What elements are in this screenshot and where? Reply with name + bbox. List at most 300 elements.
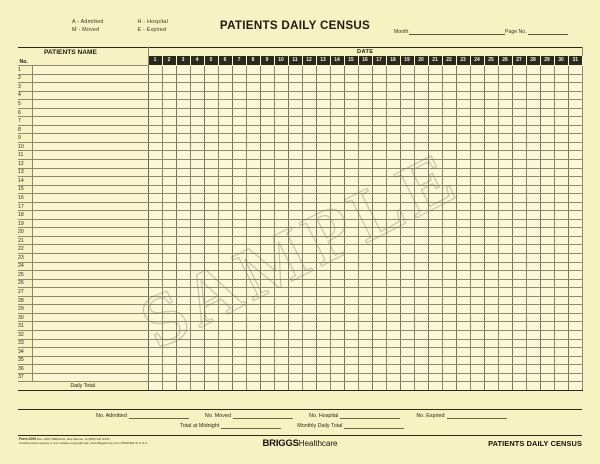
census-cell[interactable] [232, 185, 246, 194]
census-cell[interactable] [540, 296, 554, 305]
census-cell[interactable] [372, 83, 386, 92]
census-cell[interactable] [512, 177, 526, 186]
census-cell[interactable] [372, 313, 386, 322]
census-cell[interactable] [484, 296, 498, 305]
census-cell[interactable] [288, 271, 302, 280]
census-cell[interactable] [316, 66, 330, 75]
census-cell[interactable] [414, 262, 428, 271]
census-cell[interactable] [162, 262, 176, 271]
census-cell[interactable] [526, 74, 540, 83]
census-cell[interactable] [456, 365, 470, 374]
census-cell[interactable] [428, 202, 442, 211]
census-cell[interactable] [568, 322, 582, 331]
census-cell[interactable] [554, 66, 568, 75]
census-cell[interactable] [274, 245, 288, 254]
census-cell[interactable] [372, 117, 386, 126]
census-cell[interactable] [302, 313, 316, 322]
census-cell[interactable] [428, 91, 442, 100]
census-cell[interactable] [358, 219, 372, 228]
census-cell[interactable] [442, 211, 456, 220]
census-cell[interactable] [414, 177, 428, 186]
census-cell[interactable] [190, 236, 204, 245]
census-cell[interactable] [246, 168, 260, 177]
census-cell[interactable] [512, 262, 526, 271]
census-cell[interactable] [540, 160, 554, 169]
census-cell[interactable] [218, 330, 232, 339]
census-cell[interactable] [568, 91, 582, 100]
census-cell[interactable] [246, 356, 260, 365]
census-cell[interactable] [162, 245, 176, 254]
census-cell[interactable] [190, 66, 204, 75]
census-cell[interactable] [386, 228, 400, 237]
census-cell[interactable] [260, 211, 274, 220]
census-cell[interactable] [344, 185, 358, 194]
census-cell[interactable] [358, 202, 372, 211]
census-cell[interactable] [260, 219, 274, 228]
census-cell[interactable] [386, 271, 400, 280]
census-cell[interactable] [176, 245, 190, 254]
census-cell[interactable] [344, 134, 358, 143]
census-cell[interactable] [484, 236, 498, 245]
census-cell[interactable] [470, 211, 484, 220]
census-cell[interactable] [470, 100, 484, 109]
patient-name-input[interactable] [32, 134, 148, 143]
census-cell[interactable] [484, 211, 498, 220]
census-cell[interactable] [232, 160, 246, 169]
daily-total-cell[interactable] [246, 382, 260, 391]
census-cell[interactable] [330, 91, 344, 100]
census-cell[interactable] [176, 134, 190, 143]
census-cell[interactable] [554, 74, 568, 83]
census-cell[interactable] [190, 134, 204, 143]
census-cell[interactable] [302, 330, 316, 339]
census-cell[interactable] [554, 194, 568, 203]
patient-name-input[interactable] [32, 66, 148, 75]
census-cell[interactable] [232, 236, 246, 245]
patient-name-input[interactable] [32, 194, 148, 203]
census-cell[interactable] [470, 228, 484, 237]
census-cell[interactable] [484, 373, 498, 382]
census-cell[interactable] [344, 356, 358, 365]
census-cell[interactable] [498, 348, 512, 357]
census-cell[interactable] [218, 108, 232, 117]
census-cell[interactable] [190, 108, 204, 117]
census-cell[interactable] [162, 348, 176, 357]
census-cell[interactable] [498, 177, 512, 186]
census-cell[interactable] [456, 296, 470, 305]
census-cell[interactable] [498, 151, 512, 160]
census-cell[interactable] [498, 296, 512, 305]
census-cell[interactable] [232, 91, 246, 100]
census-cell[interactable] [568, 356, 582, 365]
census-cell[interactable] [316, 365, 330, 374]
census-cell[interactable] [176, 83, 190, 92]
census-cell[interactable] [540, 373, 554, 382]
census-cell[interactable] [330, 339, 344, 348]
patient-name-input[interactable] [32, 151, 148, 160]
census-cell[interactable] [344, 373, 358, 382]
census-cell[interactable] [316, 83, 330, 92]
census-cell[interactable] [554, 296, 568, 305]
census-cell[interactable] [274, 288, 288, 297]
census-cell[interactable] [162, 134, 176, 143]
census-cell[interactable] [512, 254, 526, 263]
census-cell[interactable] [204, 134, 218, 143]
census-cell[interactable] [176, 211, 190, 220]
census-cell[interactable] [358, 288, 372, 297]
census-cell[interactable] [526, 66, 540, 75]
patient-name-input[interactable] [32, 177, 148, 186]
census-cell[interactable] [554, 262, 568, 271]
census-cell[interactable] [302, 100, 316, 109]
summary-input[interactable] [340, 412, 400, 419]
census-cell[interactable] [316, 185, 330, 194]
census-cell[interactable] [456, 108, 470, 117]
census-cell[interactable] [414, 100, 428, 109]
census-cell[interactable] [526, 185, 540, 194]
census-cell[interactable] [554, 279, 568, 288]
patient-name-input[interactable] [32, 271, 148, 280]
summary-input[interactable] [221, 422, 281, 429]
census-cell[interactable] [372, 236, 386, 245]
census-cell[interactable] [400, 288, 414, 297]
census-cell[interactable] [526, 288, 540, 297]
census-cell[interactable] [484, 348, 498, 357]
census-cell[interactable] [316, 271, 330, 280]
census-cell[interactable] [428, 228, 442, 237]
census-cell[interactable] [414, 339, 428, 348]
census-cell[interactable] [428, 305, 442, 314]
census-cell[interactable] [176, 74, 190, 83]
census-cell[interactable] [260, 322, 274, 331]
census-cell[interactable] [414, 219, 428, 228]
census-cell[interactable] [414, 185, 428, 194]
daily-total-cell[interactable] [386, 382, 400, 391]
census-cell[interactable] [302, 202, 316, 211]
census-cell[interactable] [232, 254, 246, 263]
census-cell[interactable] [498, 373, 512, 382]
census-cell[interactable] [176, 91, 190, 100]
patient-name-input[interactable] [32, 305, 148, 314]
census-cell[interactable] [148, 305, 162, 314]
census-cell[interactable] [148, 245, 162, 254]
census-cell[interactable] [386, 305, 400, 314]
census-cell[interactable] [540, 125, 554, 134]
census-cell[interactable] [442, 134, 456, 143]
census-cell[interactable] [176, 142, 190, 151]
census-cell[interactable] [344, 202, 358, 211]
census-cell[interactable] [442, 160, 456, 169]
census-cell[interactable] [554, 373, 568, 382]
census-cell[interactable] [246, 271, 260, 280]
census-cell[interactable] [470, 254, 484, 263]
census-cell[interactable] [554, 177, 568, 186]
census-cell[interactable] [470, 142, 484, 151]
census-cell[interactable] [288, 305, 302, 314]
census-cell[interactable] [470, 356, 484, 365]
census-cell[interactable] [274, 262, 288, 271]
census-cell[interactable] [218, 262, 232, 271]
census-cell[interactable] [456, 339, 470, 348]
census-cell[interactable] [316, 313, 330, 322]
census-cell[interactable] [512, 134, 526, 143]
census-cell[interactable] [526, 279, 540, 288]
census-cell[interactable] [484, 66, 498, 75]
census-cell[interactable] [330, 330, 344, 339]
census-cell[interactable] [190, 305, 204, 314]
census-cell[interactable] [204, 236, 218, 245]
census-cell[interactable] [148, 117, 162, 126]
census-cell[interactable] [498, 66, 512, 75]
census-cell[interactable] [470, 117, 484, 126]
census-cell[interactable] [512, 202, 526, 211]
census-cell[interactable] [288, 254, 302, 263]
census-cell[interactable] [414, 236, 428, 245]
census-cell[interactable] [498, 83, 512, 92]
census-cell[interactable] [498, 262, 512, 271]
census-cell[interactable] [428, 245, 442, 254]
daily-total-cell[interactable] [512, 382, 526, 391]
census-cell[interactable] [498, 91, 512, 100]
census-cell[interactable] [386, 245, 400, 254]
census-cell[interactable] [526, 271, 540, 280]
census-cell[interactable] [512, 168, 526, 177]
census-cell[interactable] [218, 271, 232, 280]
census-cell[interactable] [232, 322, 246, 331]
census-cell[interactable] [204, 219, 218, 228]
patient-name-input[interactable] [32, 365, 148, 374]
census-cell[interactable] [554, 185, 568, 194]
census-cell[interactable] [204, 313, 218, 322]
census-cell[interactable] [414, 142, 428, 151]
census-cell[interactable] [274, 228, 288, 237]
census-cell[interactable] [344, 322, 358, 331]
census-cell[interactable] [526, 228, 540, 237]
census-cell[interactable] [386, 74, 400, 83]
census-cell[interactable] [428, 296, 442, 305]
census-cell[interactable] [540, 330, 554, 339]
census-cell[interactable] [484, 91, 498, 100]
census-cell[interactable] [204, 279, 218, 288]
census-cell[interactable] [302, 279, 316, 288]
census-cell[interactable] [512, 66, 526, 75]
census-cell[interactable] [260, 202, 274, 211]
census-cell[interactable] [232, 271, 246, 280]
census-cell[interactable] [148, 194, 162, 203]
census-cell[interactable] [372, 322, 386, 331]
census-cell[interactable] [204, 100, 218, 109]
census-cell[interactable] [372, 254, 386, 263]
census-cell[interactable] [288, 117, 302, 126]
census-cell[interactable] [470, 91, 484, 100]
census-cell[interactable] [428, 125, 442, 134]
census-cell[interactable] [470, 288, 484, 297]
census-cell[interactable] [288, 177, 302, 186]
census-cell[interactable] [456, 100, 470, 109]
census-cell[interactable] [456, 125, 470, 134]
census-cell[interactable] [162, 322, 176, 331]
census-cell[interactable] [484, 83, 498, 92]
census-cell[interactable] [512, 339, 526, 348]
census-cell[interactable] [330, 271, 344, 280]
census-cell[interactable] [386, 194, 400, 203]
census-cell[interactable] [274, 296, 288, 305]
census-cell[interactable] [372, 185, 386, 194]
census-cell[interactable] [204, 296, 218, 305]
census-cell[interactable] [204, 254, 218, 263]
census-cell[interactable] [470, 313, 484, 322]
census-cell[interactable] [246, 245, 260, 254]
census-cell[interactable] [568, 373, 582, 382]
census-cell[interactable] [316, 211, 330, 220]
census-cell[interactable] [386, 339, 400, 348]
census-cell[interactable] [190, 322, 204, 331]
census-cell[interactable] [204, 108, 218, 117]
census-cell[interactable] [470, 202, 484, 211]
census-cell[interactable] [400, 262, 414, 271]
census-cell[interactable] [540, 271, 554, 280]
census-cell[interactable] [190, 194, 204, 203]
census-cell[interactable] [428, 83, 442, 92]
census-cell[interactable] [568, 288, 582, 297]
census-cell[interactable] [540, 288, 554, 297]
census-cell[interactable] [190, 125, 204, 134]
census-cell[interactable] [274, 330, 288, 339]
census-cell[interactable] [246, 279, 260, 288]
census-cell[interactable] [288, 74, 302, 83]
daily-total-cell[interactable] [442, 382, 456, 391]
census-cell[interactable] [554, 339, 568, 348]
census-cell[interactable] [288, 66, 302, 75]
census-cell[interactable] [484, 339, 498, 348]
census-cell[interactable] [190, 245, 204, 254]
census-cell[interactable] [148, 160, 162, 169]
census-cell[interactable] [162, 142, 176, 151]
census-cell[interactable] [190, 288, 204, 297]
census-cell[interactable] [540, 365, 554, 374]
census-cell[interactable] [260, 254, 274, 263]
census-cell[interactable] [176, 373, 190, 382]
census-cell[interactable] [456, 279, 470, 288]
census-cell[interactable] [498, 356, 512, 365]
census-cell[interactable] [190, 211, 204, 220]
census-cell[interactable] [484, 228, 498, 237]
census-cell[interactable] [512, 151, 526, 160]
census-cell[interactable] [386, 168, 400, 177]
census-cell[interactable] [246, 83, 260, 92]
census-cell[interactable] [288, 142, 302, 151]
census-cell[interactable] [372, 74, 386, 83]
census-cell[interactable] [330, 125, 344, 134]
census-cell[interactable] [204, 330, 218, 339]
census-cell[interactable] [288, 228, 302, 237]
census-cell[interactable] [568, 177, 582, 186]
census-cell[interactable] [148, 142, 162, 151]
census-cell[interactable] [330, 236, 344, 245]
census-cell[interactable] [456, 117, 470, 126]
census-cell[interactable] [204, 177, 218, 186]
census-cell[interactable] [330, 160, 344, 169]
census-cell[interactable] [274, 134, 288, 143]
census-cell[interactable] [260, 262, 274, 271]
census-cell[interactable] [414, 254, 428, 263]
census-cell[interactable] [316, 91, 330, 100]
census-cell[interactable] [316, 348, 330, 357]
census-cell[interactable] [540, 134, 554, 143]
census-cell[interactable] [330, 100, 344, 109]
patient-name-input[interactable] [32, 108, 148, 117]
census-cell[interactable] [316, 373, 330, 382]
census-cell[interactable] [232, 151, 246, 160]
census-cell[interactable] [358, 279, 372, 288]
census-cell[interactable] [176, 66, 190, 75]
census-cell[interactable] [162, 177, 176, 186]
census-cell[interactable] [260, 142, 274, 151]
census-cell[interactable] [554, 108, 568, 117]
census-cell[interactable] [498, 219, 512, 228]
patient-name-input[interactable] [32, 100, 148, 109]
census-cell[interactable] [372, 219, 386, 228]
census-cell[interactable] [204, 356, 218, 365]
census-cell[interactable] [190, 100, 204, 109]
patient-name-input[interactable] [32, 236, 148, 245]
census-cell[interactable] [288, 219, 302, 228]
census-cell[interactable] [162, 151, 176, 160]
census-cell[interactable] [302, 356, 316, 365]
census-cell[interactable] [554, 228, 568, 237]
census-cell[interactable] [372, 339, 386, 348]
census-cell[interactable] [428, 365, 442, 374]
census-cell[interactable] [246, 262, 260, 271]
census-cell[interactable] [428, 151, 442, 160]
census-cell[interactable] [526, 117, 540, 126]
census-cell[interactable] [344, 91, 358, 100]
census-cell[interactable] [330, 142, 344, 151]
census-cell[interactable] [568, 262, 582, 271]
patient-name-input[interactable] [32, 228, 148, 237]
census-cell[interactable] [442, 100, 456, 109]
census-cell[interactable] [358, 305, 372, 314]
census-cell[interactable] [554, 271, 568, 280]
census-cell[interactable] [470, 262, 484, 271]
census-cell[interactable] [260, 108, 274, 117]
census-cell[interactable] [246, 202, 260, 211]
census-cell[interactable] [260, 228, 274, 237]
census-cell[interactable] [526, 236, 540, 245]
census-cell[interactable] [372, 228, 386, 237]
census-cell[interactable] [302, 288, 316, 297]
census-cell[interactable] [400, 177, 414, 186]
census-cell[interactable] [554, 83, 568, 92]
census-cell[interactable] [302, 168, 316, 177]
census-cell[interactable] [316, 202, 330, 211]
census-cell[interactable] [484, 151, 498, 160]
census-cell[interactable] [288, 322, 302, 331]
census-cell[interactable] [232, 262, 246, 271]
census-cell[interactable] [246, 177, 260, 186]
census-cell[interactable] [442, 262, 456, 271]
census-cell[interactable] [498, 160, 512, 169]
census-cell[interactable] [372, 245, 386, 254]
census-cell[interactable] [260, 134, 274, 143]
census-cell[interactable] [484, 194, 498, 203]
census-cell[interactable] [246, 254, 260, 263]
census-cell[interactable] [484, 142, 498, 151]
census-cell[interactable] [274, 236, 288, 245]
census-cell[interactable] [274, 356, 288, 365]
census-cell[interactable] [316, 151, 330, 160]
census-cell[interactable] [302, 254, 316, 263]
